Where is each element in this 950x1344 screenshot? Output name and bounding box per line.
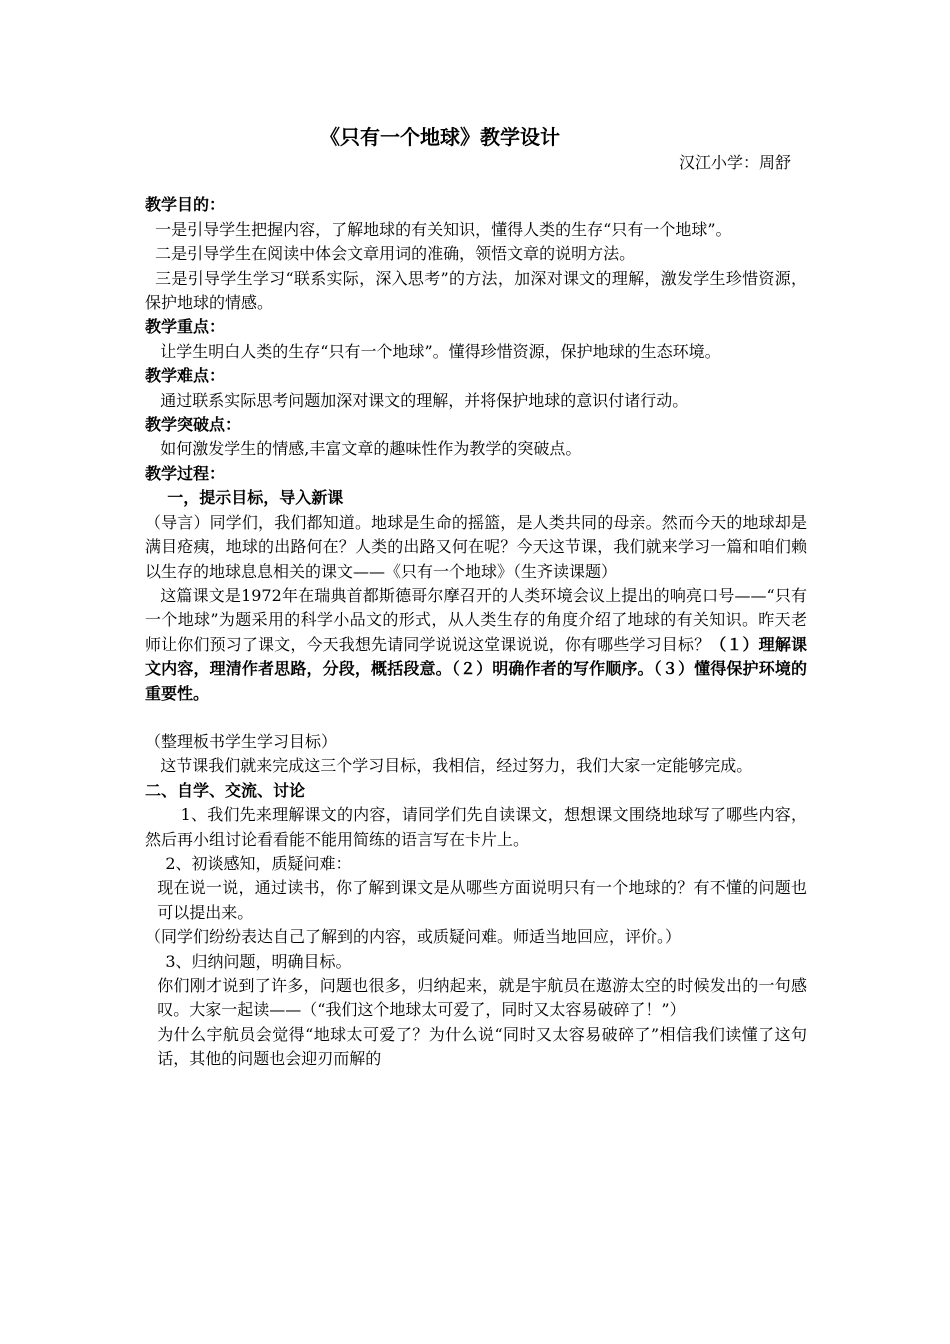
step2-heading: 二、自学、交流、讨论 bbox=[145, 780, 306, 800]
goals-heading: 教学目的： bbox=[145, 195, 226, 215]
step1-goals-paragraph bbox=[145, 584, 807, 706]
step1-goals-text: 这篇课文是1972年在瑞典首都斯德哥尔摩召开的人类环境会议上提出的响亮口号——“只有一个地球”为题采用的科学小品文的形式，从人类生存的角度介绍了地球的有关知识。昨天老师让你们预习了课文，今天我想先请同学说说这堂课说说，你有哪些学习目标？ bbox=[145, 585, 807, 654]
key-heading: 教学重点： bbox=[145, 317, 226, 337]
step1-board-note: （整理板书学生学习目标） bbox=[145, 731, 338, 751]
step2-item-3: 3、归纳问题，明确目标。 bbox=[165, 951, 352, 971]
step1-goals-list: （１）理解课文内容，理清作者思路，分段，概括段意。（２）明确作者的写作顺序。（３）懂得保护环境的重要性。 bbox=[145, 634, 807, 703]
document-title: 《只有一个地球》教学设计 bbox=[320, 125, 560, 149]
document-body bbox=[145, 123, 807, 1072]
step2-item-2-text: 现在说一说，通过读书，你了解到课文是从哪些方面说明只有一个地球的？有不懂的问题也可以提出来。 bbox=[157, 878, 807, 922]
breakthrough-text: 如何激发学生的情感,丰富文章的趣味性作为教学的突破点。 bbox=[160, 439, 582, 459]
difficulty-text: 通过联系实际思考问题加深对课文的理解，并将保护地球的意识付诸行动。 bbox=[160, 390, 689, 410]
goal-3: 三是引导学生学习“联系实际，深入思考”的方法，加深对课文的理解，激发学生珍惜资源，保护地球的情感。 bbox=[145, 268, 807, 313]
breakthrough-heading: 教学突破点： bbox=[145, 415, 242, 435]
step2-item-2-note: （同学们纷纷表达自己了解到的内容，或质疑问难。师适当地回应，评价。） bbox=[145, 927, 682, 947]
step2-item-2: 2、初谈感知，质疑问难： bbox=[165, 853, 352, 873]
spacer bbox=[145, 706, 807, 730]
step1-heading: 一，提示目标，导入新课 bbox=[167, 488, 344, 508]
step1-conclusion: 这节课我们就来完成这三个学习目标，我相信，经过努力，我们大家一定能够完成。 bbox=[160, 756, 753, 776]
step1-intro: （导言）同学们，我们都知道。地球是生命的摇篮，是人类共同的母亲。然而今天的地球却是满目疮痍，地球的出路何在？人类的出路又何在呢？今天这节课，我们就来学习一篇和咱们赖以生存的地球息息相关的课文——《只有一个地球》（生齐读课题） bbox=[145, 512, 807, 581]
document-author: 汉江小学：周舒 bbox=[678, 153, 791, 172]
step2-item-3-text: 你们刚才说到了许多，问题也很多，归纳起来，就是宇航员在遨游太空的时候发出的一句感叹。大家一起读——（“我们这个地球太可爱了，同时又太容易破碎了！”） bbox=[157, 976, 807, 1020]
step2-item-3-question: 为什么宇航员会觉得“地球太可爱了？为什么说“同时又太容易破碎了”相信我们读懂了这句话，其他的问题也会迎刃而解的 bbox=[157, 1024, 807, 1069]
goal-2: 二是引导学生在阅读中体会文章用词的准确，领悟文章的说明方法。 bbox=[155, 244, 636, 264]
key-text: 让学生明白人类的生存“只有一个地球”。懂得珍惜资源，保护地球的生态环境。 bbox=[160, 341, 721, 361]
step2-item-1: 1、我们先来理解课文的内容，请同学们先自读课文，想想课文围绕地球写了哪些内容，然后再小组讨论看看能不能用简练的语言写在卡片上。 bbox=[145, 805, 807, 849]
process-heading: 教学过程： bbox=[145, 463, 226, 483]
difficulty-heading: 教学难点： bbox=[145, 366, 226, 386]
goal-1: 一是引导学生把握内容，了解地球的有关知识，懂得人类的生存“只有一个地球”。 bbox=[155, 219, 732, 239]
